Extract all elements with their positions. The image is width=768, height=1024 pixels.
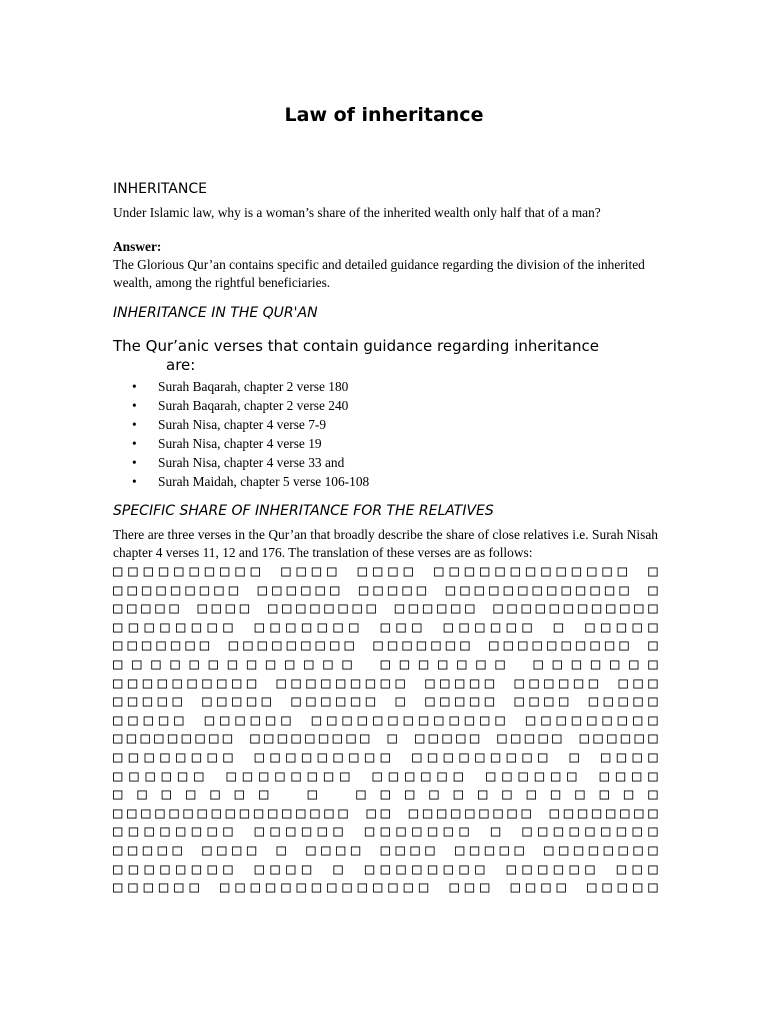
verses-subheading-line1: The Qur’anic verses that contain guidance regarding inheritance [113, 337, 599, 355]
list-item: • Surah Nisa, chapter 4 verse 19 [132, 436, 322, 451]
answer-label: Answer: [113, 239, 162, 254]
garbled-line: □□□□□ □□□□□□ □□□□□□□□□□□□□ □□□□□□□□□ [113, 710, 658, 729]
garbled-line: □□□□□□□□□ □□□□□□ □□□□□ □□□□□□□□□□□□□ □ [113, 580, 658, 599]
garbled-line: □□□□□□ □□□□□□□□ □□□□□□ □□□□□□ □□□□ [113, 766, 658, 785]
list-item: • Surah Baqarah, chapter 2 verse 240 [132, 398, 349, 413]
section-heading-inheritance: INHERITANCE [113, 181, 207, 197]
garbled-line: □□□□□□□ □ □□□□□□□□□□□□□ [113, 785, 658, 804]
bullet-icon: • [132, 474, 137, 489]
specific-share-intro: There are three verses in the Qur’an that broadly describe the share of close relatives i.e. Surah Nisah chapter 4 verses 11, 12 and 176. The translation of these verses are as follows: [113, 527, 658, 560]
garbled-line: □□□□□ □□□□ □□□□□□□□ □□□□□□ □□□□□□□□□□□□ [113, 599, 658, 618]
bullet-icon: • [132, 417, 137, 432]
garbled-line: □□□□□□ □□□□□□□□□□□□□□ □□□ □□□□ □□□□□ [113, 878, 658, 897]
question-text: Under Islamic law, why is a woman’s share of the inherited wealth only half that of a man? [113, 205, 601, 220]
section-heading-inheritance-quran: INHERITANCE IN THE QUR'AN [113, 305, 318, 321]
list-item: • Surah Nisa, chapter 4 verse 33 and [132, 455, 345, 470]
garbled-line: □□□□□□□□ □□□□□□□ □□□ □□□□□□ □ □□□□□ [113, 617, 658, 636]
garbled-line: □□□□□□□□□□□□□□□□□ □□ □□□□□□□□□ □□□□□□□□ [113, 803, 658, 822]
garbled-line: □□□□□□□□□□ □□□□ □□□□ □□□□□□□□□□□□□ □ [113, 562, 658, 580]
garbled-line: □□□□□□□□ □□□□ □ □□□□□□□□ □□□□□□ □□□ [113, 859, 658, 878]
list-item: • Surah Baqarah, chapter 2 verse 180 [132, 379, 349, 394]
verse-list [113, 377, 369, 491]
garbled-line: □□□□□ □□□□ □ □□□□ □□□□ □□□□□ □□□□□□□□ [113, 840, 658, 859]
garbled-line: □□□□□□□□ □□□□□□ □□□□□□□ □ □□□□□□□□□ [113, 822, 658, 841]
bullet-icon: • [132, 436, 137, 451]
bullet-icon: • [132, 379, 137, 394]
bullet-icon: • [132, 455, 137, 470]
document-title: Law of inheritance [284, 104, 484, 126]
verses-subheading-line2: are: [166, 356, 196, 374]
section-heading-specific-share: SPECIFIC SHARE OF INHERITANCE FOR THE RELATIVES [113, 503, 494, 519]
garbled-line: □□□□□□□□□ □□□□□□□□□ □ □□□□□ □□□□□ □□□□□□ [113, 729, 658, 748]
garbled-line: □□□□□□□□□□ □□□□□□□□□ □□□□□ □□□□□□ □□□ [113, 673, 658, 692]
garbled-line: □□□□□ □□□□□ □□□□□□ □ □□□□□ □□□□ □□□□□ [113, 692, 658, 711]
garbled-line: □□□□□□□□□□□□□ □□□□□□□ □□□□□□□ [113, 654, 658, 673]
garbled-line: □□□□□□□ □□□□□□□□□ □□□□□□□ □□□□□□□□□□ □ [113, 636, 658, 655]
bullet-icon: • [132, 398, 137, 413]
verses-subheading [113, 337, 658, 375]
list-item: • Surah Nisa, chapter 4 verse 7-9 [132, 417, 327, 432]
garbled-line: □□□□□□□□ □□□□□□□□□ □□□□□□□□□ □ □□□□ [113, 747, 658, 766]
list-item: • Surah Maidah, chapter 5 verse 106-108 [132, 474, 370, 489]
garbled-translation-text [113, 562, 658, 897]
answer-text: The Glorious Qur’an contains specific and detailed guidance regarding the division of the inherited wealth, among the rightful beneficiaries. [113, 257, 645, 290]
